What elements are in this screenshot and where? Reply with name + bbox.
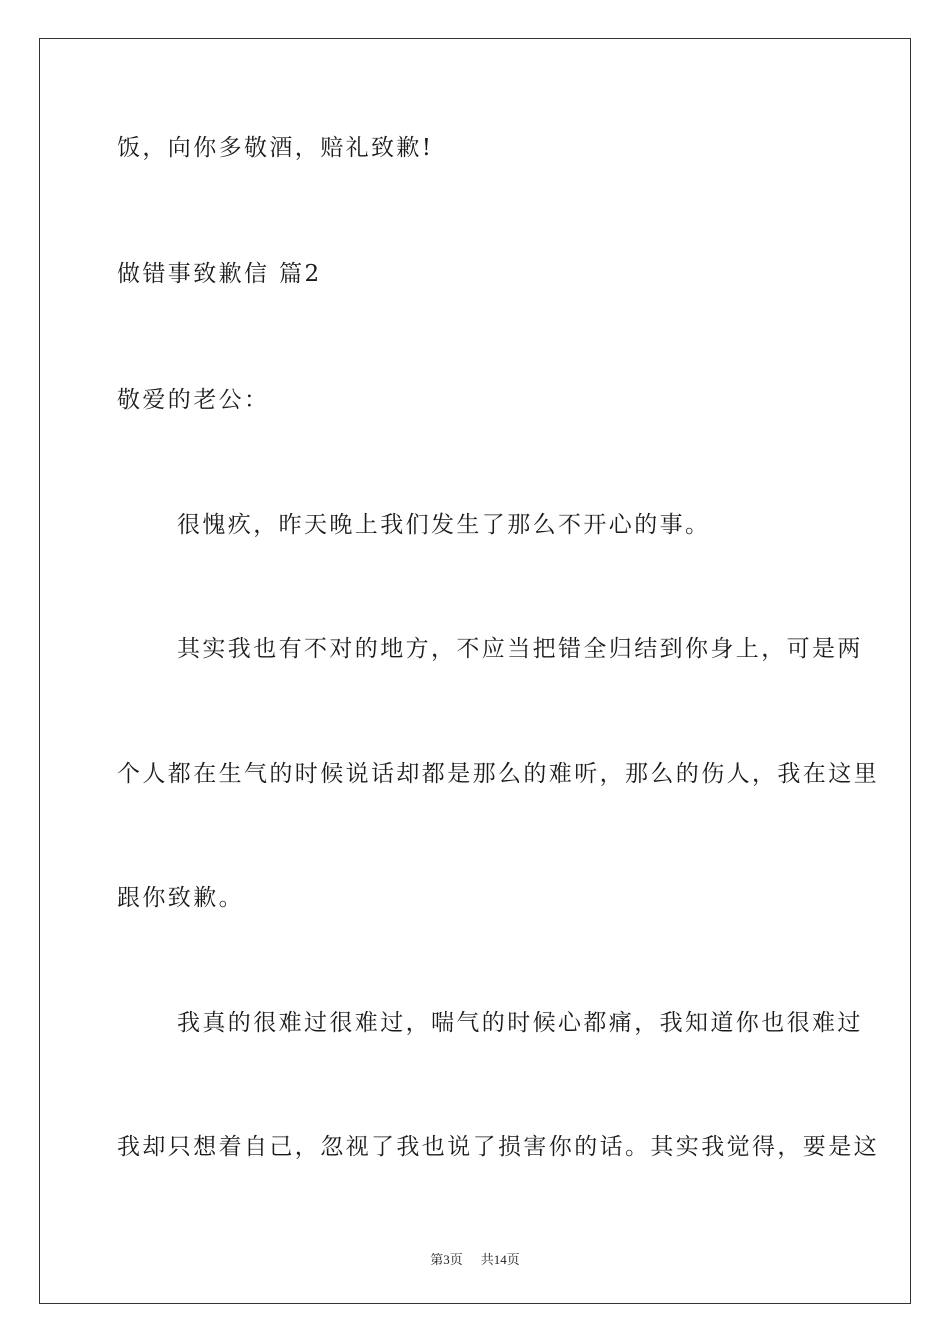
paragraph-2-line-3: 跟你致歉。 [117, 885, 244, 911]
paragraph-2-line-2: 个人都在生气的时候说话却都是那么的难听，那么的伤人，我在这里 [117, 761, 879, 787]
page-frame [39, 38, 911, 1304]
page-number: 第3页 [430, 1252, 463, 1267]
paragraph-3-line-2: 我却只想着自己，忽视了我也说了损害你的话。其实我觉得，要是这 [117, 1134, 879, 1160]
section-heading: 做错事致歉信 篇2 [117, 261, 322, 287]
page-footer [0, 1249, 950, 1268]
text-line-1: 饭，向你多敬酒，赔礼致歉! [117, 135, 434, 161]
page-total: 共14页 [480, 1252, 520, 1267]
paragraph-2-line-1: 其实我也有不对的地方，不应当把错全归结到你身上，可是两 [177, 636, 863, 662]
paragraph-3-line-1: 我真的很难过很难过，喘气的时候心都痛，我知道你也很难过 [177, 1010, 863, 1036]
paragraph-1-line-1: 很愧疚，昨天晚上我们发生了那么不开心的事。 [177, 512, 711, 538]
salutation: 敬爱的老公： [117, 387, 270, 413]
